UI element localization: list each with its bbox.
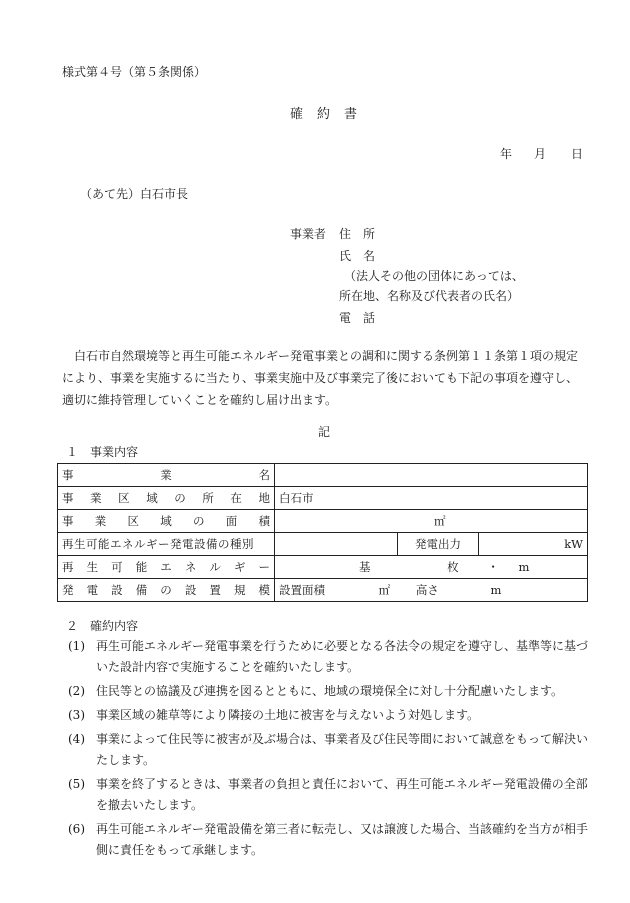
list-item: (2) 住民等との協議及び連携を図るとともに、地域の環境保全に対し十分配慮いたします。	[68, 684, 564, 698]
name-label: 氏 名	[339, 249, 376, 263]
record-heading: 記	[318, 425, 331, 439]
facility-type-field[interactable]	[275, 533, 398, 555]
install-size-field[interactable]	[275, 579, 588, 602]
area-size-unit: ㎡	[434, 514, 446, 528]
date-year: 年	[500, 147, 513, 161]
commitment-list	[68, 636, 588, 864]
units-field[interactable]	[275, 556, 588, 579]
table-row	[58, 533, 588, 556]
table-row	[58, 487, 588, 510]
corporate-note-2: 所在地、名称及び代表者の氏名）	[339, 289, 520, 303]
date-day: 日	[571, 147, 584, 161]
area-size-label: 事 業 区 域 の 面 積	[58, 510, 275, 533]
table-row	[58, 556, 588, 579]
area-size-field[interactable]	[275, 510, 588, 533]
table-row	[58, 510, 588, 533]
document-title: 確約書	[290, 107, 372, 122]
output-field[interactable]	[479, 537, 587, 551]
units-base: 基	[359, 560, 371, 574]
applicant-role: 事業者	[290, 227, 327, 241]
install-area-unit: ㎡	[378, 583, 391, 597]
address-label: 住 所	[339, 227, 376, 241]
facility-type-row	[275, 533, 588, 556]
list-item: (4) 事業によって住民等に被害が及ぶ場合は、事業者及び住民等間において誠意をもって解決いたします。	[68, 732, 589, 767]
corporate-note-1: （法人その他の団体にあっては、	[344, 269, 524, 283]
addressee: （あて先）白石市長	[80, 187, 189, 201]
table-row	[58, 579, 588, 602]
business-content-table	[57, 463, 588, 602]
height-unit: m	[490, 583, 502, 597]
output-label: 発電出力	[398, 533, 479, 555]
area-location-field[interactable]	[275, 487, 588, 510]
height-label: 高さ	[415, 583, 439, 597]
table-row	[58, 464, 588, 487]
list-item: (3) 事業区域の雑草等により隣接の土地に被害を与えないよう対処します。	[68, 708, 480, 722]
scale-label-1: 再 生 可 能 エ ネ ル ギ ー	[58, 556, 275, 579]
units-sep: ・	[487, 560, 499, 574]
install-area-label: 設置面積	[279, 583, 325, 597]
area-location-label: 事 業 区 域 の 所 在 地	[58, 487, 275, 510]
list-item: (1) 再生可能エネルギー発電事業を行うために必要となる各法令の規定を遵守し、基準等に基づいた設計内容で実施することを確約いたします。	[68, 639, 589, 674]
list-item: (6) 再生可能エネルギー発電設備を第三者に転売し、又は譲渡した場合、当該確約を当方が相手側に責任をもって承継します。	[68, 822, 589, 857]
output-unit: kW	[564, 537, 583, 551]
facility-type-label: 再生可能エネルギー発電設備の種別	[58, 533, 275, 556]
units-sheet: 枚	[447, 560, 459, 574]
units-m: m	[518, 560, 530, 574]
scale-label-2: 発 電 設 備 の 設 置 規 模	[58, 579, 275, 602]
date-month: 月	[534, 147, 547, 161]
business-name-field[interactable]	[275, 464, 588, 487]
phone-label: 電 話	[339, 311, 376, 325]
area-location-value: 白石市	[279, 491, 314, 505]
form-id: 様式第４号（第５条関係）	[62, 65, 207, 79]
intro-paragraph: 白石市自然環境等と再生可能エネルギー発電事業との調和に関する条例第１１条第１項の規定により、事業を実施するに当たり、事業実施中及び事業完了後においても下記の事項を遵守し、適切に維持管理していくことを確約し届け出ます。	[62, 349, 579, 407]
section1-heading: １ 事業内容	[66, 445, 139, 459]
business-name-label: 事 業 名	[58, 464, 275, 487]
section2-heading: ２ 確約内容	[66, 619, 139, 633]
list-item: (5) 事業を終了するときは、事業者の負担と責任において、再生可能エネルギー発電設備の全部を撤去いたします。	[68, 777, 588, 812]
